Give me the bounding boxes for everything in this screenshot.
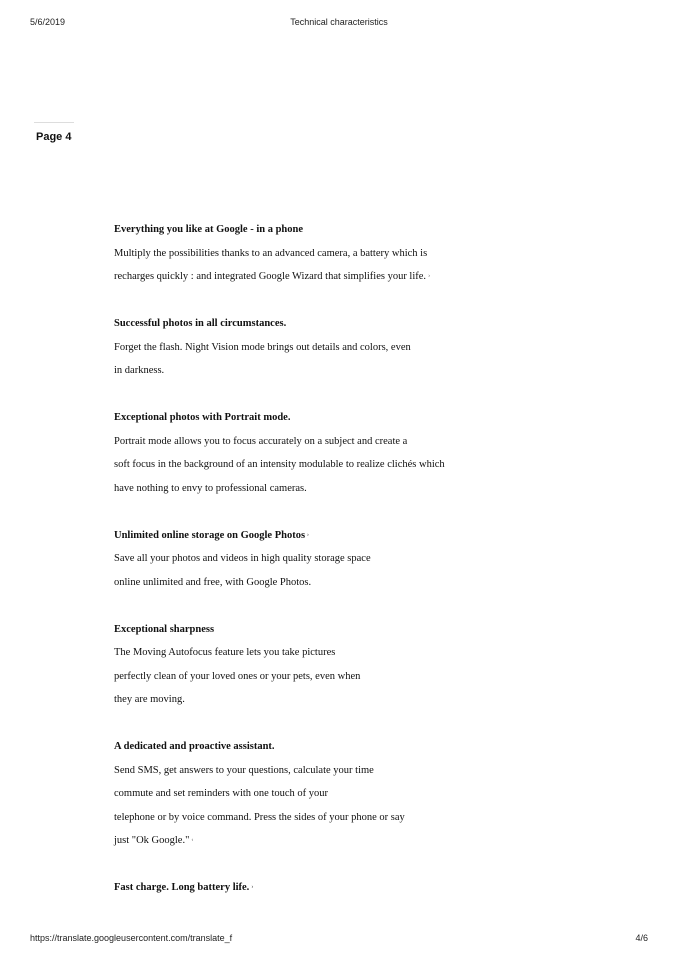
body-line-text: recharges quickly : and integrated Google Wizard that simplifies your life. — [114, 271, 427, 283]
body-line — [114, 336, 554, 360]
body-line-text: Forget the flash. Night Vision mode brings out details and colors, even — [114, 341, 411, 353]
body-line-text: perfectly clean of your loved ones or your pets, even when — [114, 670, 361, 682]
footnote-mark: ‹ — [191, 837, 194, 844]
feature-section — [114, 312, 554, 383]
body-line — [114, 641, 554, 665]
page-divider — [34, 122, 74, 123]
body-line — [114, 688, 554, 712]
footnote-mark: › — [428, 273, 431, 279]
body-line — [114, 477, 554, 501]
section-heading-text: Fast charge. Long battery life. — [114, 882, 250, 894]
section-heading — [114, 524, 554, 548]
body-line — [114, 265, 554, 289]
body-line-text: just "Ok Google." — [114, 835, 190, 847]
body-line — [114, 665, 554, 689]
body-line — [114, 829, 554, 853]
body-line-text: online unlimited and free, with Google Photos. — [114, 576, 312, 588]
body-line-text: Portrait mode allows you to focus accurately on a subject and create a — [114, 435, 408, 447]
body-line-text: Send SMS, get answers to your questions, calculate your time — [114, 764, 374, 776]
feature-section — [114, 618, 554, 712]
section-heading-text: Unlimited online storage on Google Photos — [114, 529, 306, 541]
feature-section — [114, 876, 554, 900]
print-title: Technical characteristics — [290, 17, 388, 27]
section-heading-text: A dedicated and proactive assistant. — [114, 741, 275, 753]
section-heading — [114, 406, 554, 430]
body-line-text: Multiply the possibilities thanks to an advanced camera, a battery which is — [114, 247, 428, 259]
body-line — [114, 359, 554, 383]
body-line-text: commute and set reminders with one touch of your — [114, 788, 329, 800]
body-line — [114, 547, 554, 571]
body-line-text: telephone or by voice command. Press the sides of your phone or say — [114, 811, 405, 823]
body-line — [114, 430, 554, 454]
body-line-text: Save all your photos and videos in high quality storage space — [114, 553, 371, 565]
feature-section — [114, 218, 554, 289]
print-url: https://translate.googleusercontent.com/translate_f — [30, 933, 233, 943]
section-heading — [114, 618, 554, 642]
body-line-text: they are moving. — [114, 694, 185, 706]
section-heading-text: Exceptional sharpness — [114, 623, 215, 635]
page-label: Page 4 — [36, 131, 72, 143]
section-heading — [114, 218, 554, 242]
body-line-text: The Moving Autofocus feature lets you take pictures — [114, 647, 336, 659]
body-line — [114, 242, 554, 266]
feature-section — [114, 406, 554, 500]
footnote-mark: › — [307, 531, 310, 538]
section-heading-text: Successful photos in all circumstances. — [114, 318, 287, 330]
body-line — [114, 453, 554, 477]
body-line-text: have nothing to envy to professional cameras. — [114, 482, 307, 494]
body-line — [114, 759, 554, 783]
body-line — [114, 782, 554, 806]
footnote-mark: › — [251, 884, 254, 891]
section-heading — [114, 735, 554, 759]
document-body — [114, 218, 554, 924]
print-date: 5/6/2019 — [30, 17, 66, 27]
feature-section — [114, 735, 554, 853]
body-line — [114, 806, 554, 830]
print-page-number: 4/6 — [635, 933, 648, 943]
section-heading-text: Exceptional photos with Portrait mode. — [114, 412, 291, 424]
section-heading — [114, 876, 554, 900]
section-heading — [114, 312, 554, 336]
body-line-text: in darkness. — [114, 365, 165, 377]
body-line — [114, 571, 554, 595]
feature-section — [114, 524, 554, 595]
body-line-text: soft focus in the background of an intensity modulable to realize clichés which — [114, 459, 445, 471]
section-heading-text: Everything you like at Google - in a phone — [114, 224, 304, 235]
